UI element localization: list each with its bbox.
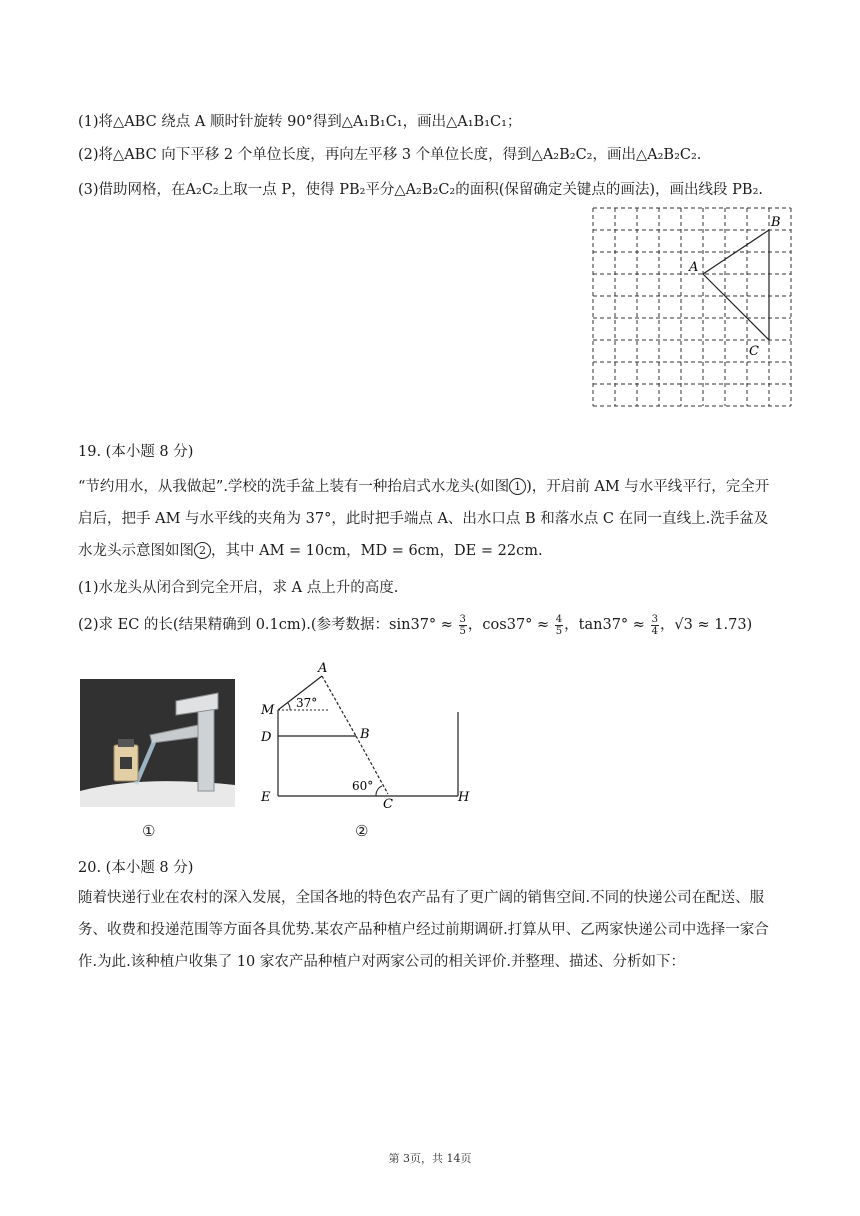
q19-part2-text-d: ，√3 ≈ 1.73)	[659, 617, 753, 633]
cos-fraction	[555, 614, 563, 637]
q19-part2-text-c: ，tan37° ≈	[564, 617, 650, 633]
triangle-abc	[703, 230, 769, 340]
cos-den: 5	[555, 625, 563, 637]
q18-grid-figure	[585, 202, 795, 412]
angle60-label: 60°	[352, 779, 374, 793]
angle37-label: 37°	[296, 696, 318, 710]
q18-part1: (1)将△ABC 绕点 A 顺时针旋转 90°得到△A₁B₁C₁，画出△A₁B₁C₁；	[78, 114, 522, 130]
caption-fig1: ①	[142, 822, 156, 840]
faucet-photo	[80, 679, 235, 807]
sin-num: 3	[459, 613, 466, 625]
q18-part2: (2)将△ABC 向下平移 2 个单位长度，再向左平移 3 个单位长度，得到△A₂B₂C₂，画出△A₂B₂C₂.	[78, 147, 702, 163]
tan-fraction	[651, 614, 659, 637]
tan-den: 4	[651, 625, 658, 637]
q19-part2-text-a: (2)求 EC 的长(结果精确到 0.1cm).(参考数据：sin37° ≈	[78, 617, 458, 633]
label-C: C	[383, 797, 393, 808]
label-D: D	[261, 730, 272, 745]
angle37-arc	[288, 703, 290, 710]
label-A: A	[318, 661, 328, 676]
label-M: M	[261, 703, 275, 718]
label-E: E	[261, 790, 271, 805]
cos-num: 4	[555, 613, 563, 625]
faucet-diagram	[256, 658, 476, 808]
q19-intro	[78, 471, 778, 567]
q19-intro-text-b: )，开启前 AM 与水平线平行，完全开启后，把手 AM 与水平线的夹角为 37°，此时把手端点 A、出水口点 B 和落水点 C 在同一直线上.洗手盆及水龙头示意图如图	[78, 479, 770, 559]
fig1-ref: 1	[509, 478, 526, 495]
sin-den: 5	[459, 625, 466, 637]
q19-header: 19. (本小题 8 分)	[78, 444, 194, 460]
tan-num: 3	[651, 613, 658, 625]
fig2-ref: 2	[194, 542, 211, 559]
caption-fig2: ②	[355, 822, 369, 840]
grid-lines	[593, 208, 791, 406]
sin-fraction	[459, 614, 467, 637]
label-H: H	[458, 790, 470, 805]
q20-header: 20. (本小题 8 分)	[78, 860, 194, 876]
q18-part3: (3)借助网格，在A₂C₂上取一点 P，使得 PB₂平分△A₂B₂C₂的面积(保留确定关键点的画法)，画出线段 PB₂.	[78, 182, 763, 198]
q19-intro-text-a: “节约用水，从我做起”.学校的洗手盆上装有一种抬启式水龙头(如图	[78, 479, 510, 495]
label-c: C	[749, 344, 759, 359]
q19-intro-text-c: ，其中 AM = 10cm，MD = 6cm，DE = 22cm.	[211, 543, 543, 559]
line-ab-dashed	[322, 676, 356, 736]
angle60-arc	[376, 786, 382, 796]
label-B: B	[360, 727, 370, 742]
q19-part2-text-b: ，cos37° ≈	[467, 617, 554, 633]
label-b: B	[771, 215, 781, 230]
q19-part2	[78, 612, 752, 638]
q20-body: 随着快递行业在农村的深入发展，全国各地的特色农产品有了更广阔的销售空间.不同的快递公司在配送、服务、收费和投递范围等方面各具优势.某农产品种植户经过前期调研.打算从甲、乙两家快递公司中选择一家合作.为此.该种植户收集了 10 家农产品种植户对两家公司的相关评价.并整理、描述、分析如下：	[78, 890, 769, 970]
page-footer: 第 3页，共 14页	[388, 1152, 472, 1165]
q19-part1: (1)水龙头从闭合到完全开启，求 A 点上升的高度.	[78, 580, 399, 596]
label-a: A	[689, 260, 699, 275]
